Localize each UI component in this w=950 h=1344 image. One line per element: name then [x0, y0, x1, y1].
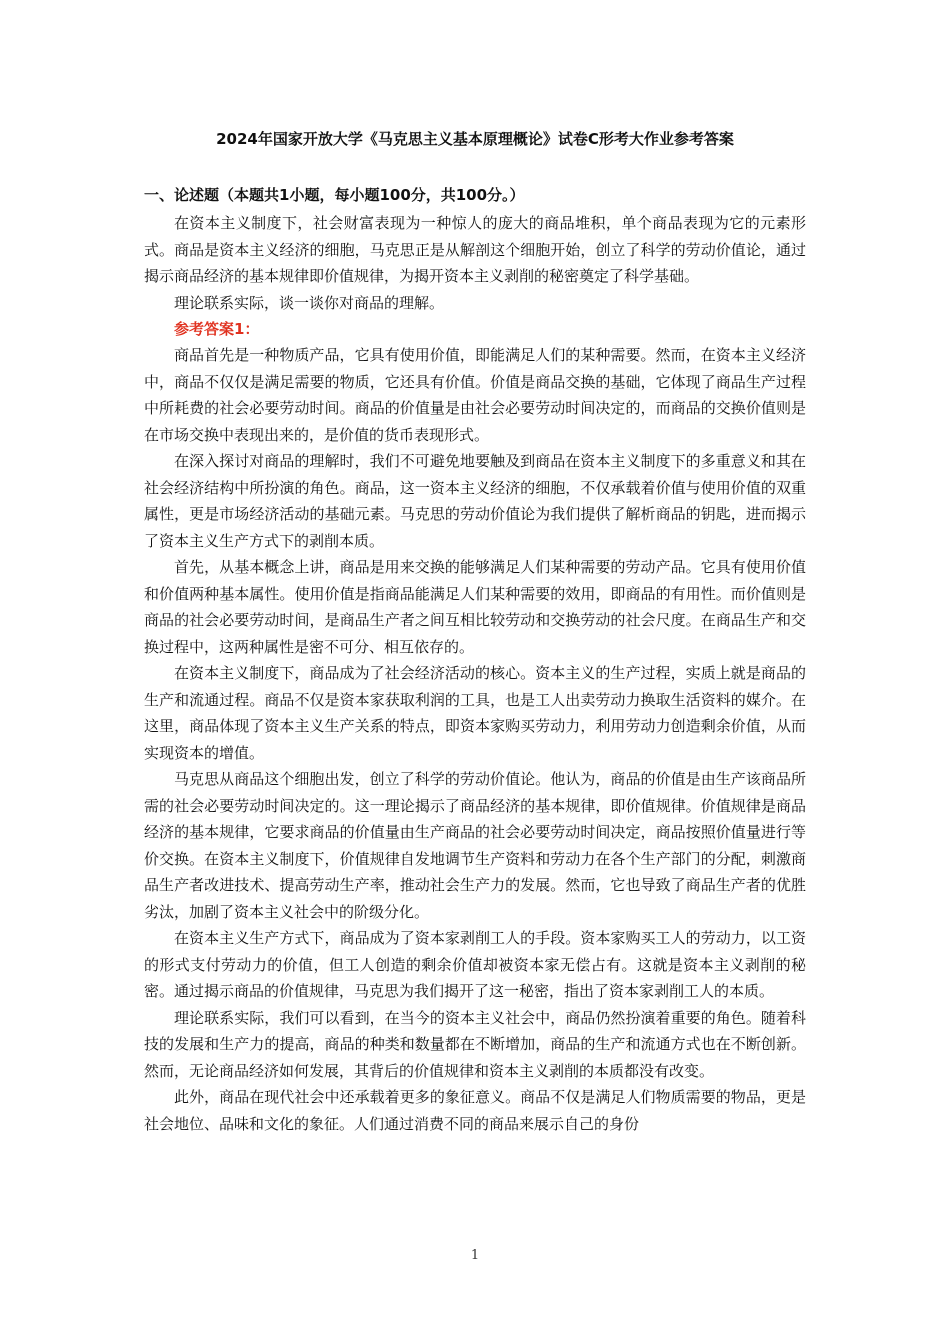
- document-page: [144, 118, 806, 1137]
- answer-paragraph: 首先，从基本概念上讲，商品是用来交换的能够满足人们某种需要的劳动产品。它具有使用价值和价值两种基本属性。使用价值是指商品能满足人们某种需要的效用，即商品的有用性。而价值则是商品的社会必要劳动时间，是商品生产者之间互相比较劳动和交换劳动的社会尺度。在商品生产和交换过程中，这两种属性是密不可分、相互依存的。: [144, 558, 806, 656]
- answer-paragraph: 此外，商品在现代社会中还承载着更多的象征意义。商品不仅是满足人们物质需要的物品，更是社会地位、品味和文化的象征。人们通过消费不同的商品来展示自己的身份: [144, 1088, 806, 1133]
- page-number: 1: [470, 1248, 480, 1263]
- answer-paragraph: 在资本主义制度下，商品成为了社会经济活动的核心。资本主义的生产过程，实质上就是商品的生产和流通过程。商品不仅是资本家获取利润的工具，也是工人出卖劳动力换取生活资料的媒介。在这里，商品体现了资本主义生产关系的特点，即资本家购买劳动力，利用劳动力创造剩余价值，从而实现资本的增值。: [144, 664, 806, 762]
- answer-paragraph: 商品首先是一种物质产品，它具有使用价值，即能满足人们的某种需要。然而，在资本主义经济中，商品不仅仅是满足需要的物质，它还具有价值。价值是商品交换的基础，它体现了商品生产过程中所耗费的社会必要劳动时间。商品的价值量是由社会必要劳动时间决定的，而商品的交换价值则是在市场交换中表现出来的，是价值的货币表现形式。: [144, 346, 806, 444]
- document-title: 2024年国家开放大学《马克思主义基本原理概论》试卷C形考大作业参考答案: [216, 130, 734, 148]
- answer-paragraph: 理论联系实际，我们可以看到，在当今的资本主义社会中，商品仍然扮演着重要的角色。随着科技的发展和生产力的提高，商品的种类和数量都在不断增加，商品的生产和流通方式也在不断创新。然而，无论商品经济如何发展，其背后的价值规律和资本主义剥削的本质都没有改变。: [144, 1008, 806, 1080]
- answer-paragraph: 在资本主义生产方式下，商品成为了资本家剥削工人的手段。资本家购买工人的劳动力，以工资的形式支付劳动力的价值，但工人创造的剩余价值却被资本家无偿占有。这就是资本主义剥削的秘密。通过揭示商品的价值规律，马克思为我们揭开了这一秘密，指出了资本家剥削工人的本质。: [144, 929, 806, 1000]
- section-heading: 一、论述题（本题共1小题，每小题100分，共100分。）: [144, 186, 525, 204]
- answer-paragraph: 马克思从商品这个细胞出发，创立了科学的劳动价值论。他认为，商品的价值是由生产该商品所需的社会必要劳动时间决定的。这一理论揭示了商品经济的基本规律，即价值规律。价值规律是商品经济的基本规律，它要求商品的价值量由生产商品的社会必要劳动时间决定，商品按照价值量进行等价交换。在资本主义制度下，价值规律自发地调节生产资料和劳动力在各个生产部门的分配，刺激商品生产者改进技术、提高劳动生产率，推动社会生产力的发展。然而，它也导致了商品生产者的优胜劣汰，加剧了资本主义社会中的阶级分化。: [144, 770, 806, 921]
- question-prompt: 理论联系实际，谈一谈你对商品的理解。: [174, 293, 445, 312]
- question-paragraph: 在资本主义制度下，社会财富表现为一种惊人的庞大的商品堆积，单个商品表现为它的元素形式。商品是资本主义经济的细胞，马克思正是从解剖这个细胞开始，创立了科学的劳动价值论，通过揭示商品经济的基本规律即价值规律，为揭开资本主义剥削的秘密奠定了科学基础。: [144, 214, 806, 285]
- answer-paragraph: 在深入探讨对商品的理解时，我们不可避免地要触及到商品在资本主义制度下的多重意义和其在社会经济结构中所扮演的角色。商品，这一资本主义经济的细胞，不仅承载着价值与使用价值的双重属性，更是市场经济活动的基础元素。马克思的劳动价值论为我们提供了解析商品的钥匙，进而揭示了资本主义生产方式下的剥削本质。: [144, 452, 806, 550]
- answer-label: 参考答案1：: [174, 320, 260, 338]
